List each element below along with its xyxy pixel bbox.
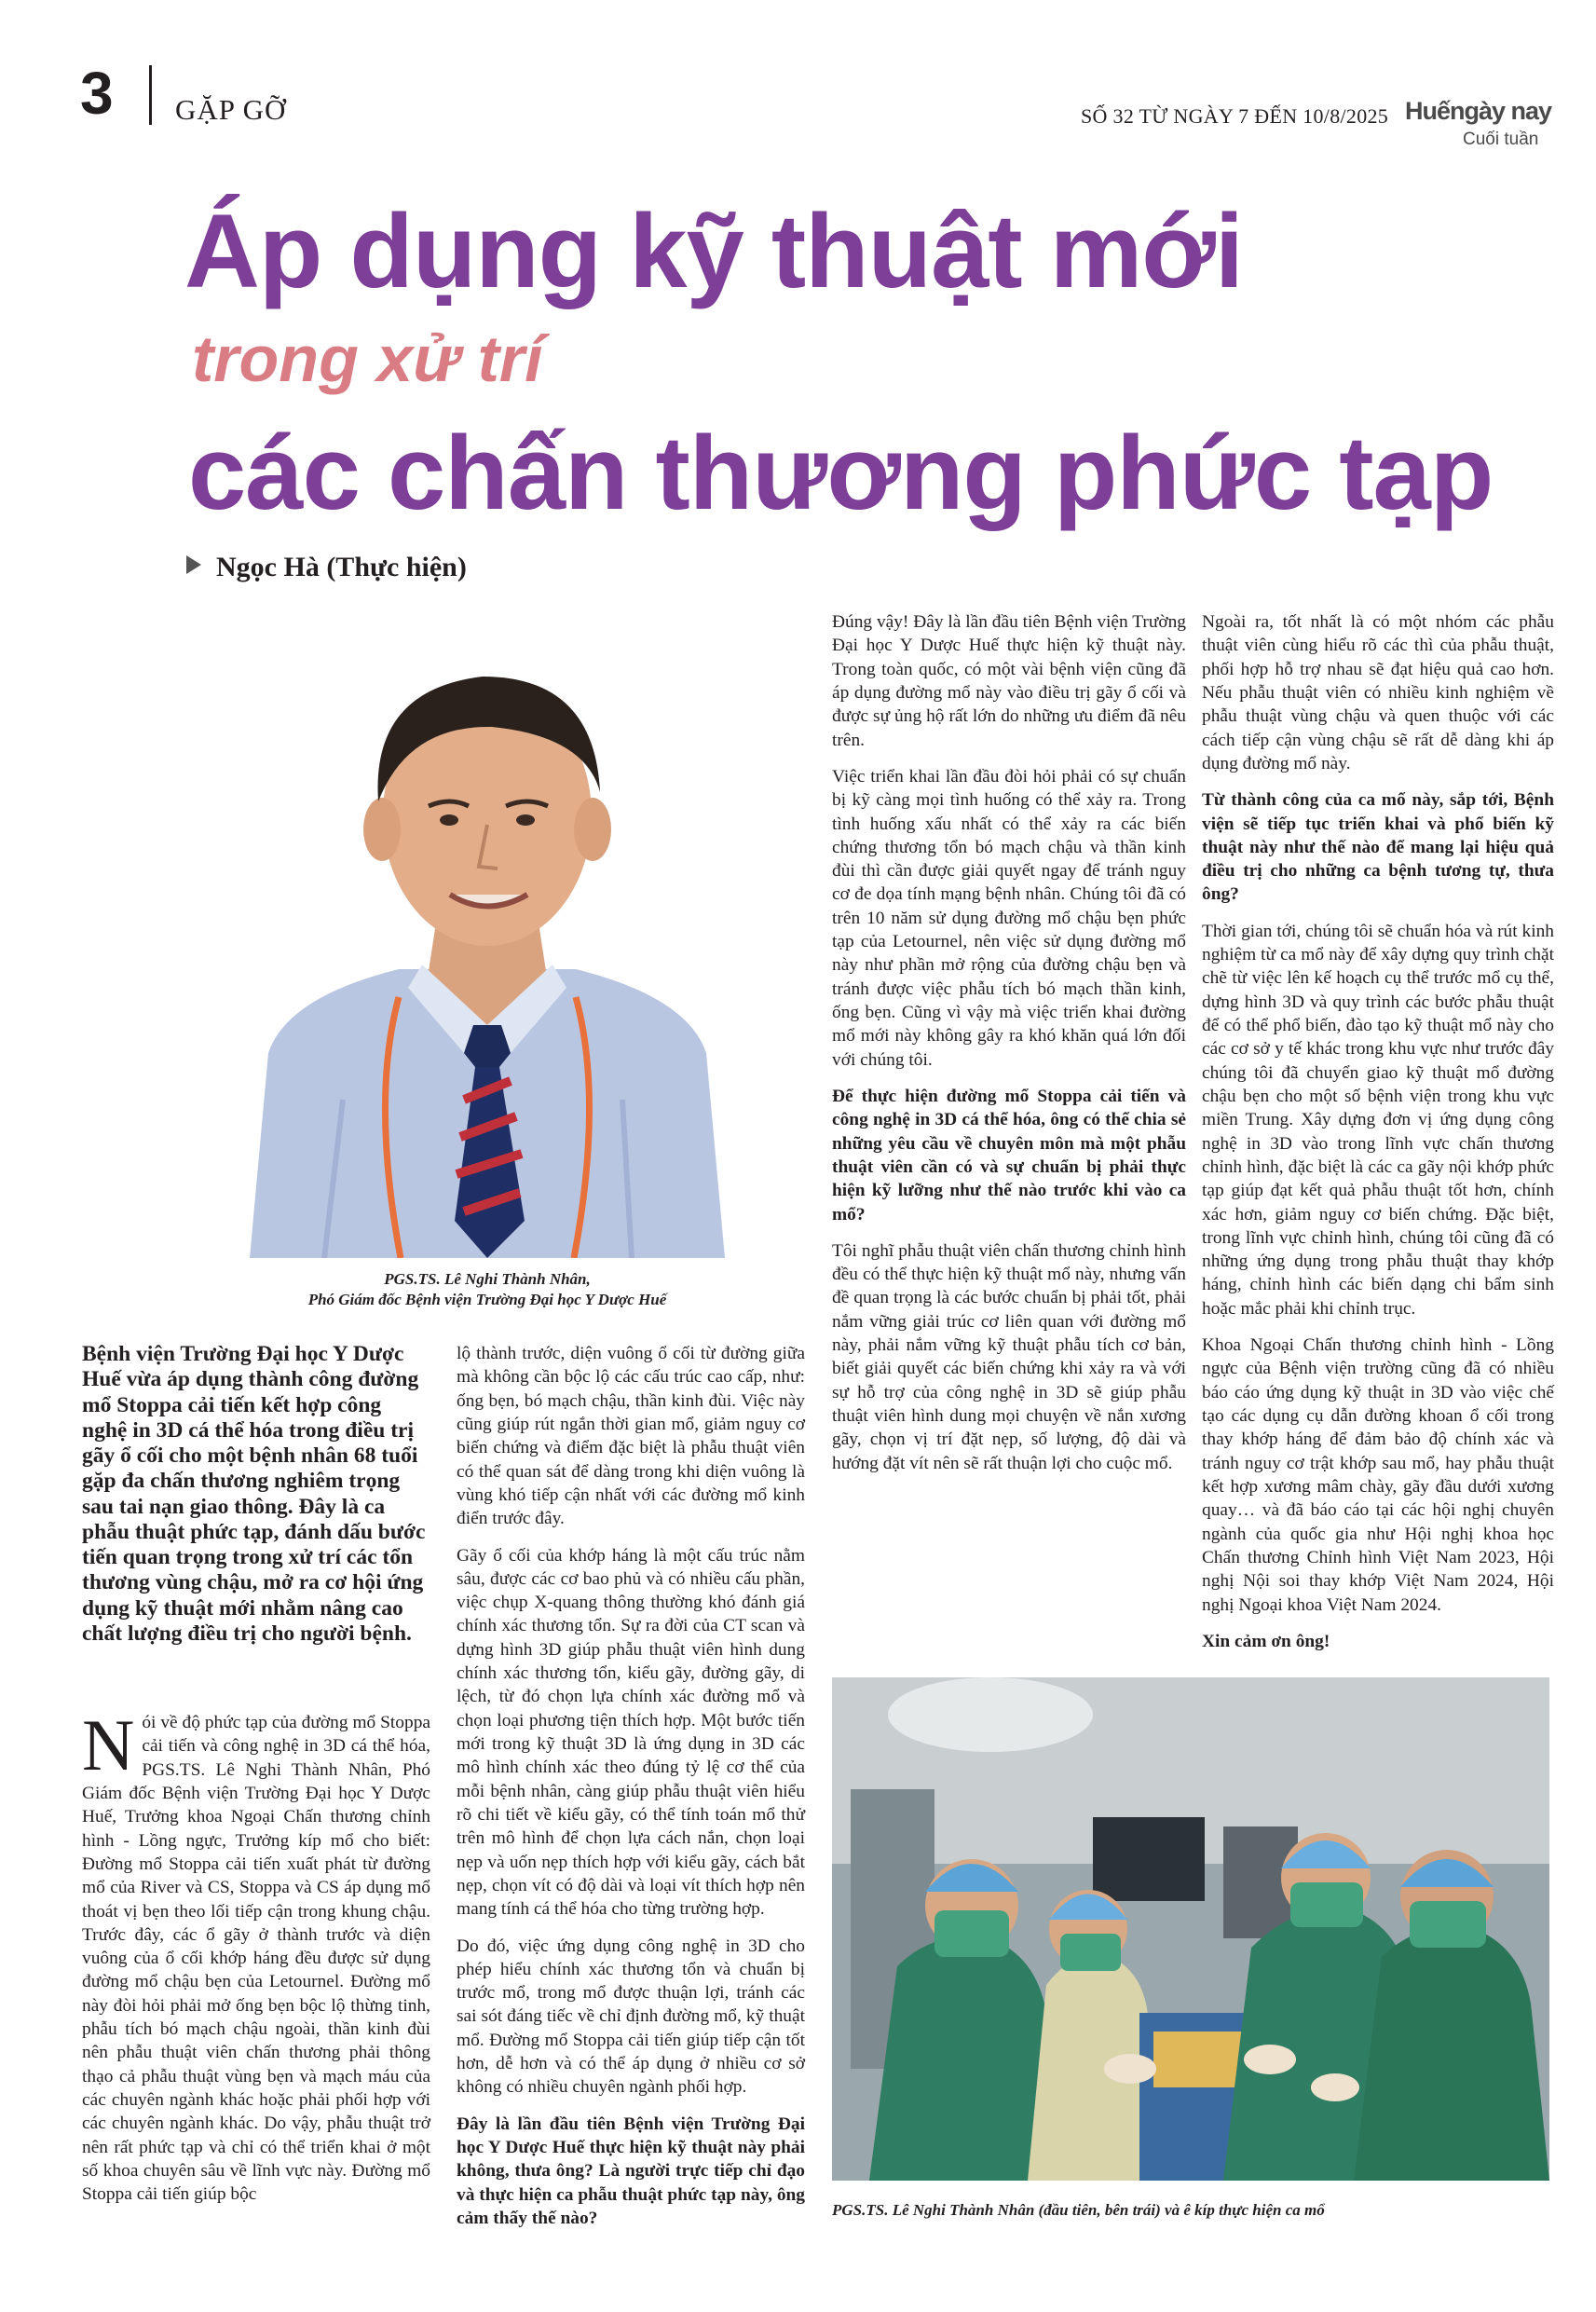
body-text: ói về độ phức tạp của đường mổ Stoppa cải tiến và công nghệ in 3D cá thể hóa, PGS.TS. Lê Nghi Thành Nhân, Phó Giám đốc Bệnh viện Trường Đại học Y Dược Huế, Trưởng khoa Ngoại Chấn thương chỉnh hình - Lồng ngực, Trưởng kíp mổ cho biết: Đường mổ Stoppa cải tiến xuất phát từ đường mổ của River và CS, Stoppa và CS áp dụng mổ thoát vị bẹn theo lối tiếp cận trong khung chậu. Trước đây, các ổ gãy ở thành trước và diện vuông của ổ cối khớp háng đều được sử dụng đường mổ chậu bẹn của Letournel. Đường mổ này đòi hỏi phải mở ống bẹn bộc lộ thừng tinh, phẫu tích bó mạch chậu ngoài, thần kinh đùi nên phẫu thuật viên chấn thương phải thông thạo cả phẫu thuật vùng bẹn và mạch máu của các chuyên ngành khác hoặc phải phối hợp với các chuyên ngành khác. Do vậy, phẫu thuật trở nên rất phức tạp và chỉ có thể triển khai ở một số khoa chuyên sâu về lĩnh vực này. Đường mổ Stoppa cải tiến giúp bộc (82, 1713, 430, 2205)
newspaper-logo (1405, 97, 1554, 158)
body-paragraph: Khoa Ngoại Chấn thương chỉnh hình - Lồng ngực của Bệnh viện trường cũng đã có nhiều báo cáo ứng dụng kỹ thuật in 3D vào việc chế tạo các dụng cụ dẫn đường khoan ổ cối trong thay khớp háng để đảm bảo độ chính xác và tránh nguy cơ trật khớp sau mổ, hay phẫu thuật kết hợp xương mâm chày, gãy đầu dưới xương quay… và đã báo cáo tại các hội nghị chuyên ngành của quốc gia như Hội nghị khoa học Chấn thương Chỉnh hình Việt Nam 2023, Hội nghị Nội soi thay khớp Việt Nam 2024, Hội nghị Ngoại khoa Việt Nam 2024. (1202, 1335, 1554, 1615)
body-paragraph (82, 1704, 430, 2207)
body-paragraph: Đúng vậy! Đây là lần đầu tiên Bệnh viện Trường Đại học Y Dược Huế thực hiện kỹ thuật này. Trong toàn quốc, có một vài bệnh viện cũng đã áp dụng đường mổ này vào điều trị gãy ổ cối và được sự ủng hộ rất lớn do những ưu điểm đã nêu trên. (832, 612, 1186, 750)
header-divider (149, 65, 152, 125)
play-triangle-icon (186, 555, 201, 574)
body-paragraph: Tôi nghĩ phẫu thuật viên chấn thương chỉnh hình đều có thể thực hiện kỹ thuật mổ này, nhưng vấn đề quan trọng là các bước chuẩn bị phải tốt, phải nắm vững giải trúc cơ liên quan với đường mổ này, phải nắm vững kỹ thuật phẫu tích cơ bản, biết giải quyết các biến chứng khi xảy ra và với sự hỗ trợ của công nghệ in 3D sẽ giúp phẫu thuật viên hình dung mọi chuyện về nắn xương gãy, chọn vị trí đặt nẹp, số lượng, độ dài và hướng đặt vít nên sẽ rất thuận lợi cho cuộc mổ. (832, 1240, 1186, 1473)
article-column-4 (1202, 610, 1554, 1666)
body-paragraph: Việc triển khai lần đầu đòi hỏi phải có sự chuẩn bị kỹ càng mọi tình huống có thể xảy ra. Trong tình huống xấu nhất có thể xảy ra các biến chứng thương tổn bó mạch chậu và thần kinh đùi thì cần được giải quyết ngay để tránh nguy cơ đe dọa tính mạng bệnh nhân. Chúng tôi đã có trên 10 năm sử dụng đường mổ chậu bẹn phức tạp của Letournel, nên việc sử dụng đường mổ này như phần mở rộng của đường chậu bẹn và tránh được việc phẫu tích bó mạch thần kinh, ống bẹn. Cũng vì vậy mà việc triển khai đường mổ mới này không gây ra khó khăn quá lớn đối với chúng tôi. (832, 766, 1186, 1070)
body-paragraph: Ngoài ra, tốt nhất là có một nhóm các phẫu thuật viên cùng hiểu rõ các thì của phẫu thuật, phối hợp hỗ trợ nhau sẽ đạt hiệu quả cao hơn. Nếu phẫu thuật viên có nhiều kinh nghiệm về phẫu thuật vùng chậu và quen thuộc với các cách tiếp cận vùng chậu sẽ rất dễ dàng khi áp dụng đường mổ này. (1202, 612, 1554, 773)
closing-line: Xin cảm ơn ông! (1202, 1631, 1330, 1651)
body-paragraph: Thời gian tới, chúng tôi sẽ chuẩn hóa và rút kinh nghiệm từ ca mổ này để xây dựng quy trình chặt chẽ từ việc lên kế hoạch cụ thể trước mổ cụ thể, dựng hình 3D và quy trình các bước phẫu thuật để có thể phổ biến, đào tạo kỹ thuật mổ này cho các cơ sở y tế khác trong khu vực như trước đây chúng tôi đã chuyển giao kỹ thuật mổ đường chậu bẹn cho một số bệnh viện trong khu vực miền Trung. Xây dựng đơn vị ứng dụng công nghệ in 3D vào trong lĩnh vực chấn thương chỉnh hình, đặc biệt là các ca gãy nội khớp phức tạp giúp đạt kết quả phẫu thuật tốt hơn, chính xác hơn, giảm nguy cơ biến chứng. Đặc biệt, trong lĩnh vực chỉnh hình, chúng tôi cũng đã có những ứng dụng trong phẫu thuật thay khớp háng, chỉnh hình các biến dạng chi bẩm sinh hoặc mắc phải khi chỉnh trục. (1202, 921, 1554, 1319)
drop-cap: N (82, 1704, 135, 1785)
interview-question: Để thực hiện đường mổ Stoppa cải tiến và công nghệ in 3D cá thể hóa, ông có thể chia sẻ những yêu cầu về chuyên môn mà một phẫu thuật viên cần có và sự chuẩn bị phải thực hiện kỹ lưỡng như thế nào trước khi vào ca mổ? (832, 1086, 1186, 1224)
surgery-caption: PGS.TS. Lê Nghi Thành Nhân (đầu tiên, bên trái) và ê kíp thực hiện ca mổ (832, 2201, 1325, 2219)
surgery-illustration (832, 1677, 1549, 2181)
section-name: GẶP GỠ (175, 93, 287, 126)
logo-sub: Cuối tuần (1463, 130, 1539, 149)
surgery-photo (832, 1677, 1549, 2181)
headline-line-3: các chấn thương phức tạp (188, 415, 1494, 531)
article-column-1 (82, 1704, 430, 2220)
portrait-illustration (184, 615, 790, 1258)
headline-line-1: Áp dụng kỹ thuật mới (184, 193, 1244, 309)
interview-question: Từ thành công của ca mổ này, sắp tới, Bệnh viện sẽ tiếp tục triển khai và phổ biến kỹ thuật này như thế nào để mang lại hiệu quả điều trị cho những ca bệnh tương tự, thưa ông? (1202, 790, 1554, 905)
portrait-caption (184, 1269, 790, 1310)
lead-paragraph: Bệnh viện Trường Đại học Y Dược Huế vừa áp dụng thành công đường mổ Stoppa cải tiến kết hợp công nghệ in 3D cá thể hóa trong điều trị gãy ổ cối cho một bệnh nhân 68 tuổi gặp đa chấn thương nghiêm trọng sau tai nạn giao thông. Đây là ca phẫu thuật phức tạp, đánh dấu bước tiến quan trọng trong xử trí các tổn thương vùng chậu, mở ra cơ hội ứng dụng kỹ thuật mới nhằm nâng cao chất lượng điều trị cho người bệnh. (82, 1342, 426, 1646)
body-paragraph: Gãy ổ cối của khớp háng là một cấu trúc nằm sâu, được các cơ bao phủ và có nhiều cấu phần, việc chụp X-quang thông thường khó đánh giá chính xác thương tổn. Sự ra đời của CT scan và dựng hình 3D giúp phẫu thuật viên hình dung chính xác thương tổn, kiểu gãy, đường gãy, di lệch, từ đó chọn lựa chính xác đường mổ và chọn loại phương tiện thích hợp. Một bước tiến mới trong kỹ thuật 3D là ứng dụng in 3D các mô hình chính xác theo đúng tỷ lệ cơ thể của mỗi bệnh nhân, càng giúp phẫu thuật viên hiểu rõ chi tiết về kiểu gãy, có thể tính toán mổ thử trên mô hình để chọn lựa cách nắn, chọn loại nẹp và uốn nẹp thích hợp với kiểu gãy, cách bắt nẹp, chọn vít có độ dài và loại vít thích hợp nên mang tính cá thể hóa cho từng trường hợp. (457, 1545, 805, 1920)
issue-info: SỐ 32 TỪ NGÀY 7 ĐẾN 10/8/2025 (1081, 104, 1389, 128)
body-paragraph: lộ thành trước, diện vuông ổ cối từ đường giữa mà không cần bộc lộ các cấu trúc cao cấp, như: ống bẹn, bó mạch chậu, thần kinh đùi. Việc này cũng giúp rút ngắn thời gian mổ, giảm nguy cơ biến chứng và điểm đặc biệt là phẫu thuật viên có thể quan sát để dàng trong khi diện vuông là vùng khó tiếp cận nhất với các đường mổ kinh điển trước đây. (457, 1344, 805, 1529)
caption-line-1: PGS.TS. Lê Nghi Thành Nhân, (384, 1270, 591, 1288)
headline-line-2: trong xử trí (192, 322, 543, 395)
interview-question: Đây là lần đầu tiên Bệnh viện Trường Đại học Y Dược Huế thực hiện kỹ thuật này phải không, thưa ông? Là người trực tiếp chỉ đạo và thực hiện ca phẫu thuật phức tạp này, ông cảm thấy thế nào? (457, 2114, 805, 2228)
article-column-2 (457, 1342, 805, 2243)
body-paragraph: Do đó, việc ứng dụng công nghệ in 3D cho phép hiểu chính xác thương tổn và chuẩn bị trước mổ, trong mổ được thuận lợi, tránh các sai sót đáng tiếc về chỉ định đường mổ, kỹ thuật mổ. Đường mổ Stoppa cải tiến giúp tiếp cận tốt hơn, dễ hơn và có thể áp dụng ở nhiều cơ sở không có nhiều chuyên ngành phối hợp. (457, 1936, 805, 2098)
portrait-photo (184, 615, 790, 1258)
page-number: 3 (80, 60, 114, 127)
byline (186, 552, 467, 583)
logo-main: Huếngày nay (1405, 97, 1552, 125)
byline-text: Ngọc Hà (Thực hiện) (216, 552, 467, 582)
article-column-3 (832, 610, 1186, 1488)
caption-line-2: Phó Giám đốc Bệnh viện Trường Đại học Y Dược Huế (307, 1291, 667, 1309)
